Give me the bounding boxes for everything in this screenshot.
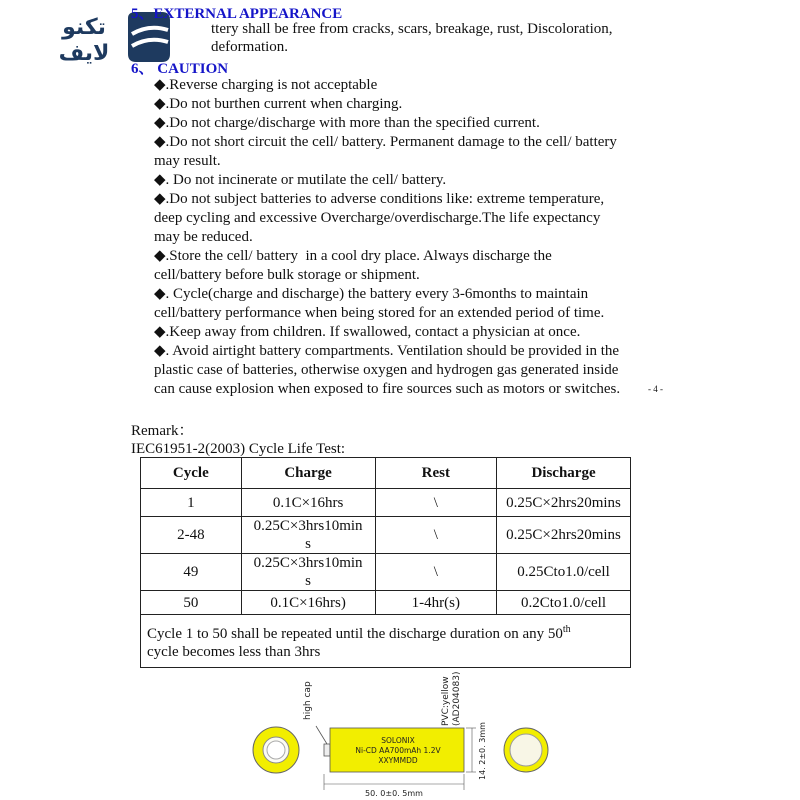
high-cap-label: high cap bbox=[303, 681, 313, 720]
page-number: - 4 - bbox=[648, 384, 663, 394]
remark-label: Remark： bbox=[131, 423, 194, 439]
length-dimension: 50. 0±0. 5mm bbox=[365, 789, 423, 798]
battery-date-code: XXYMMDD bbox=[378, 756, 418, 765]
logo-text-line2: لايف bbox=[58, 41, 110, 66]
battery-brand: SOLONIX bbox=[381, 736, 415, 745]
caution-item: ◆.Do not short circuit the cell/ battery. Permanent damage to the cell/ battery may result. bbox=[154, 134, 617, 169]
header-cycle: Cycle bbox=[141, 458, 242, 489]
table-note-row bbox=[141, 615, 631, 668]
caution-item: ◆.Keep away from children. If swallowed, contact a physician at once. bbox=[154, 324, 581, 340]
cell: 0.1C×16hrs bbox=[241, 489, 375, 517]
table-header-row bbox=[141, 458, 631, 489]
cell: 0.25C×2hrs20mins bbox=[497, 517, 631, 554]
table-row bbox=[141, 554, 631, 591]
cell: 0.2Cto1.0/cell bbox=[497, 591, 631, 615]
cell: 50 bbox=[141, 591, 242, 615]
cell: \ bbox=[375, 489, 497, 517]
caution-item: ◆. Do not incinerate or mutilate the cell/ battery. bbox=[154, 172, 447, 188]
caution-list bbox=[154, 76, 674, 399]
cell: 1 bbox=[141, 489, 242, 517]
cell: \ bbox=[375, 554, 497, 591]
cell: \ bbox=[375, 517, 497, 554]
cell: 1-4hr(s) bbox=[375, 591, 497, 615]
section5-heading: 5、EXTERNAL APPEARANCE bbox=[131, 6, 343, 22]
caution-item: ◆.Store the cell/ battery in a cool dry place. Always discharge the cell/battery before bulk storage or shipment. bbox=[154, 248, 552, 283]
caution-item: ◆.Do not burthen current when charging. bbox=[154, 96, 403, 112]
table-row bbox=[141, 489, 631, 517]
table-row bbox=[141, 591, 631, 615]
cycle-life-table bbox=[140, 457, 631, 668]
test-title: IEC61951-2(2003) Cycle Life Test: bbox=[131, 441, 346, 457]
logo-text-line1: تكنو bbox=[62, 15, 106, 40]
section6-heading: 6、 CAUTION bbox=[131, 61, 229, 77]
cell: 2-48 bbox=[141, 517, 242, 554]
caution-item: ◆.Do not charge/discharge with more than the specified current. bbox=[154, 115, 540, 131]
battery-diagram bbox=[240, 668, 570, 800]
cell: 0.25Cto1.0/cell bbox=[497, 554, 631, 591]
battery-model: Ni-CD AA700mAh 1.2V bbox=[355, 746, 441, 755]
section5-line2: deformation. bbox=[211, 39, 289, 55]
header-discharge: Discharge bbox=[497, 458, 631, 489]
caution-item: ◆. Cycle(charge and discharge) the battery every 3-6months to maintain cell/battery performance when being stored for an extended period of time. bbox=[154, 286, 605, 321]
header-charge: Charge bbox=[241, 458, 375, 489]
diameter-dimension: 14. 2±0. 3mm bbox=[478, 722, 487, 780]
caution-item: ◆.Reverse charging is not acceptable bbox=[154, 77, 378, 93]
section5-line1: ttery shall be free from cracks, scars, breakage, rust, Discoloration, bbox=[211, 21, 613, 37]
pvc-label-2: (AD204083) bbox=[452, 671, 462, 726]
header-rest: Rest bbox=[375, 458, 497, 489]
pvc-label-1: PVC:yellow bbox=[441, 676, 451, 726]
table-row bbox=[141, 517, 631, 554]
battery-end-view-bottom bbox=[504, 728, 548, 772]
cell: 0.25C×2hrs20mins bbox=[497, 489, 631, 517]
battery-end-view-cap bbox=[253, 727, 299, 773]
cell: 0.25C×3hrs10min s bbox=[241, 554, 375, 591]
table-note: Cycle 1 to 50 shall be repeated until the discharge duration on any 50th cycle becomes less than 3hrs bbox=[141, 615, 631, 668]
caution-item: ◆.Do not subject batteries to adverse conditions like: extreme temperature, deep cycling and excessive Overcharge/overdischarge.The life expectancy may be reduced. bbox=[154, 191, 605, 245]
cell: 49 bbox=[141, 554, 242, 591]
caution-item: ◆. Avoid airtight battery compartments. Ventilation should be provided in the plastic case of batteries, otherwise oxygen and hydrogen gas generated inside can cause explosion when exposed to fire sources such as motors or switches. bbox=[154, 343, 621, 397]
cell: 0.25C×3hrs10min s bbox=[241, 517, 375, 554]
cell: 0.1C×16hrs) bbox=[241, 591, 375, 615]
